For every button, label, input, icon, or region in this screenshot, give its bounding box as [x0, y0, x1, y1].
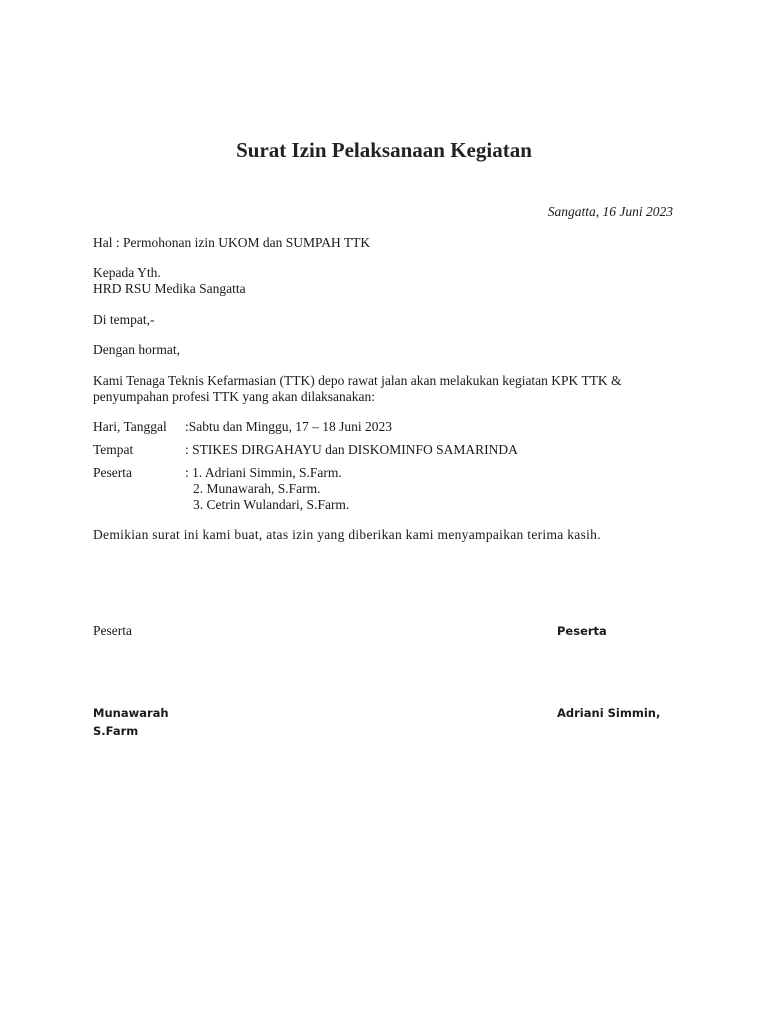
signature-right-role: Peserta — [557, 624, 607, 638]
signature-left-title: S.Farm — [93, 724, 139, 738]
detail-day-label: Hari, Tanggal — [93, 419, 167, 434]
participant-item: 3. Cetrin Wulandari, S.Farm. — [193, 497, 350, 512]
signature-left-role: Peserta — [93, 623, 132, 638]
letter-subject: Hal : Permohonan izin UKOM dan SUMPAH TTK — [93, 235, 371, 250]
signature-left-name: Munawarah — [93, 706, 169, 720]
letter-date: Sangatta, 16 Juni 2023 — [547, 204, 673, 219]
signature-right-name: Adriani Simmin, — [557, 706, 661, 720]
recipient-line-1: Kepada Yth. — [93, 265, 161, 280]
closing-text: Demikian surat ini kami buat, atas izin yang diberikan kami menyampaikan terima kasih. — [93, 527, 601, 542]
participant-item: 2. Munawarah, S.Farm. — [193, 481, 321, 496]
greeting: Dengan hormat, — [93, 342, 180, 357]
recipient-line-2: HRD RSU Medika Sangatta — [93, 281, 246, 296]
letter-title: Surat Izin Pelaksanaan Kegiatan — [236, 138, 532, 162]
participant-item: : 1. Adriani Simmin, S.Farm. — [185, 465, 342, 480]
body-line-1: Kami Tenaga Teknis Kefarmasian (TTK) depo rawat jalan akan melakukan kegiatan KPK TTK & — [93, 373, 622, 388]
body-line-2: penyumpahan profesi TTK yang akan dilaksanakan: — [93, 389, 376, 404]
detail-place-value: : STIKES DIRGAHAYU dan DISKOMINFO SAMARINDA — [185, 442, 518, 457]
detail-day-value: :Sabtu dan Minggu, 17 – 18 Juni 2023 — [185, 419, 393, 434]
detail-participants-label: Peserta — [93, 465, 132, 480]
detail-place-label: Tempat — [93, 442, 134, 457]
recipient-place: Di tempat,- — [93, 312, 155, 327]
